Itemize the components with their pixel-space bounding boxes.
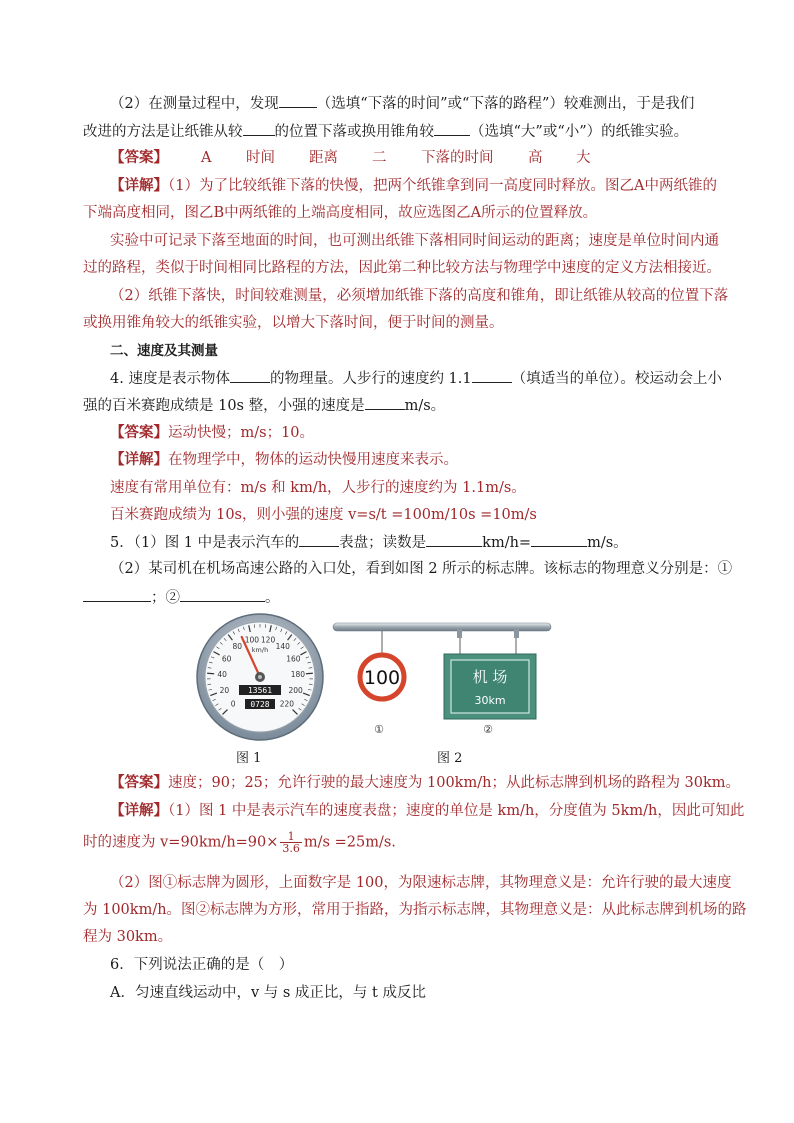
blank[interactable] — [279, 93, 317, 108]
q5-line2: （2）某司机在机场高速公路的入口处，看到如图 2 所示的标志牌。该标志的物理意义分别是：① — [110, 561, 733, 577]
blank[interactable] — [531, 532, 587, 547]
svg-text:机 场: 机 场 — [472, 668, 508, 686]
q2-detail-6: 或换用锥角较大的纸锥实验，以增大下落时间，便于时间的测量。 — [83, 315, 504, 331]
svg-text:30km: 30km — [474, 694, 506, 707]
speedometer-figure — [195, 612, 325, 742]
q2-line1: （2）在测量过程中，发现 （选填“下落的时间”或“下落的路程”）较难测出，于是我们 — [110, 93, 694, 114]
speedo-tick-label: 140 — [275, 642, 290, 652]
speedo-tick-label: 80 — [232, 642, 243, 652]
q6-option-a: A．匀速直线运动中，v 与 s 成正比，与 t 成反比 — [110, 985, 426, 1001]
blank[interactable] — [365, 395, 405, 410]
speedo-tick-label: 220 — [279, 699, 295, 709]
q5-line3: ；② 。 — [83, 587, 280, 608]
q5-detail-2: 时的速度为 v=90km/h=90× $\frac{1}{3.6}$ m/s =25m/s. — [83, 830, 396, 855]
q5-answer: 【答案】速度；90；25；允许行驶的最大速度为 100km/h；从此标志牌到机场的路程为 30km。 — [110, 775, 741, 791]
q4-line1: 4. 速度是表示物体 的物理量。人步行的速度约 1.1 （填适当的单位）。校运动会上小 — [110, 368, 722, 389]
speedo-tick-label: 180 — [290, 669, 306, 679]
speedo-tick-label: 160 — [286, 654, 301, 664]
svg-text:②: ② — [483, 723, 493, 736]
svg-text:100: 100 — [363, 667, 401, 689]
section-heading: 二、速度及其测量 — [110, 343, 218, 359]
speedo-tick-label: 100 — [244, 635, 260, 645]
speedo-tick-label: 20 — [219, 685, 230, 695]
figure-2-caption: 图 2 — [437, 751, 463, 766]
speedo-tick-label: 60 — [221, 654, 232, 664]
blank[interactable] — [472, 368, 512, 383]
speedo-tick-label: 200 — [288, 685, 303, 695]
q4-detail-2: 速度有常用单位有：m/s 和 km/h，人步行的速度约为 1.1m/s。 — [110, 480, 526, 496]
q2-detail-1: 【详解】（1）为了比较纸锥下落的快慢，把两个纸锥拿到同一高度同时释放。图乙A中两纸锥的 — [110, 178, 717, 194]
speedo-tick-label: 0 — [230, 699, 236, 709]
speedo-tick-label: 120 — [260, 635, 276, 645]
blank[interactable] — [299, 532, 339, 547]
q5-detail-5: 程为 30km。 — [83, 929, 173, 945]
blank[interactable] — [180, 587, 265, 602]
svg-text:①: ① — [374, 723, 384, 736]
q2-detail-2: 下端高度相同，图乙B中两纸锥的上端高度相同，故应选图乙A所示的位置释放。 — [83, 205, 598, 221]
q5-line1: 5．（1）图 1 中是表示汽车的 表盘；读数是 km/h= m/s。 — [110, 532, 628, 553]
q2-detail-3: 实验中可记录下落至地面的时间，也可测出纸锥下落相同时间运动的距离；速度是单位时间内通 — [110, 233, 719, 249]
blank[interactable] — [230, 368, 270, 383]
q4-detail-1: 【详解】在物理学中，物体的运动快慢用速度来表示。 — [110, 452, 458, 468]
blank[interactable] — [243, 121, 275, 136]
q2-detail-4: 过的路程，类似于时间相同比路程的方法，因此第二种比较方法与物理学中速度的定义方法相接近。 — [83, 260, 721, 276]
road-signs-figure — [330, 618, 555, 736]
q2-detail-5: （2）纸锥下落快，时间较难测量，必须增加纸锥下落的高度和锥角，即让纸锥从较高的位置下落 — [110, 288, 729, 304]
svg-text:13561: 13561 — [247, 686, 273, 695]
svg-text:km/h: km/h — [251, 646, 269, 654]
q5-detail-1: 【详解】（1）图 1 中是表示汽车的速度表盘；速度的单位是 km/h，分度值为 5km/h，因此可知此 — [110, 803, 745, 819]
blank[interactable] — [83, 587, 151, 602]
q4-detail-3: 百米赛跑成绩为 10s，则小强的速度 v=s/t =100m/10s =10m/s — [110, 507, 537, 523]
figure-1-caption: 图 1 — [236, 751, 262, 766]
q4-answer: 【答案】运动快慢；m/s；10。 — [110, 425, 315, 441]
q5-detail-4: 为 100km/h。图②标志牌为方形，常用于指路，为指示标志牌，其物理意义是：从此标志牌到机场的路 — [83, 902, 747, 918]
svg-text:0728: 0728 — [250, 700, 270, 709]
q2-line2: 改进的方法是让纸锥从较 的位置下落或换用锥角较 （选填“大”或“小”）的纸锥实验。 — [83, 121, 688, 142]
q2-answer: 【答案】 A 时间 距离 二 下落的时间 高 大 — [110, 150, 591, 166]
fraction: $\frac{1}{3.6}$ — [282, 830, 300, 855]
q6-stem: 6．下列说法正确的是（ ） — [110, 957, 294, 973]
blank[interactable] — [434, 121, 470, 136]
q5-detail-3: （2）图①标志牌为圆形，上面数字是 100，为限速标志牌，其物理意义是：允许行驶的最大速度 — [110, 875, 732, 891]
q4-line2: 强的百米赛跑成绩是 10s 整，小强的速度是 m/s。 — [83, 395, 445, 416]
blank[interactable] — [426, 532, 482, 547]
speedo-tick-label: 40 — [217, 669, 227, 679]
